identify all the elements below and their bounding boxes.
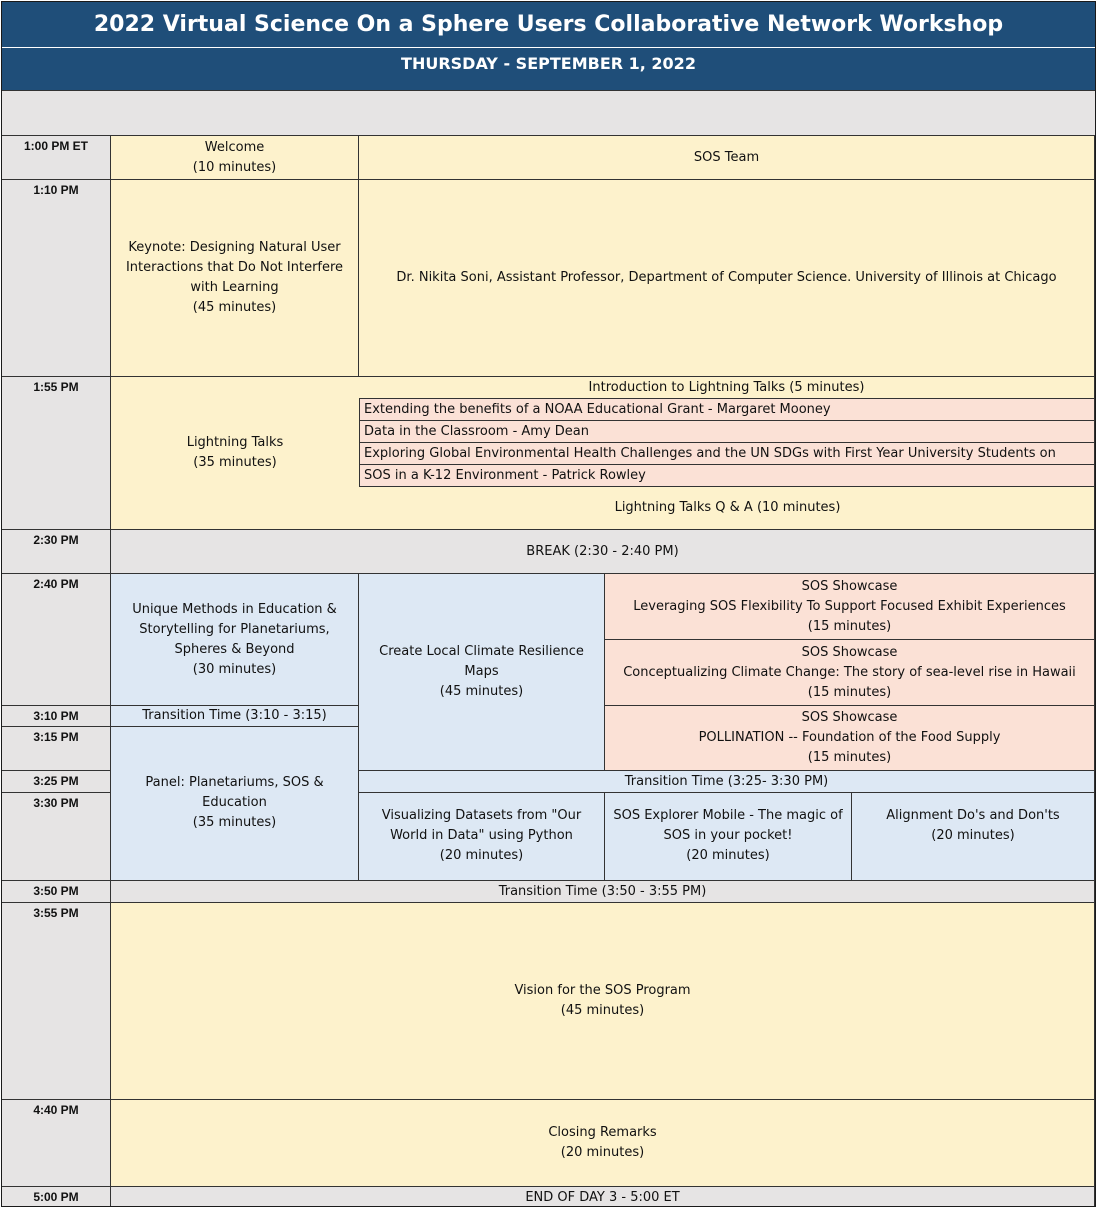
session-title: Spheres & Beyond (174, 641, 295, 657)
session-duration: (20 minutes) (560, 1145, 645, 1160)
session-title: Welcome (204, 139, 265, 155)
transition-row: Transition Time (3:10 - 3:15) (111, 706, 359, 727)
session-title: Leveraging SOS Flexibility To Support Focused Exhibit Experiences (633, 598, 1066, 614)
session-title: World in Data" using Python (390, 828, 573, 843)
session-vision (111, 903, 1095, 1100)
session-label: SOS Showcase (801, 710, 898, 725)
session-welcome-presenter: SOS Team (359, 136, 1095, 180)
session-title: Keynote: Designing Natural User (128, 240, 341, 255)
session-title: Unique Methods in Education & (132, 601, 337, 617)
session-title: Education (202, 795, 267, 810)
session-showcase-2 (605, 640, 1095, 706)
session-title: Closing Remarks (548, 1125, 657, 1140)
session-showcase-1 (605, 574, 1095, 640)
session-duration: (15 minutes) (807, 750, 892, 765)
time-label: 3:10 PM (2, 706, 111, 727)
session-title: Alignment Do's and Don'ts (886, 808, 1060, 823)
time-label: 3:55 PM (2, 903, 111, 1100)
session-duration: (10 minutes) (192, 159, 277, 175)
session-welcome (111, 136, 359, 180)
session-duration: (20 minutes) (686, 848, 770, 863)
lightning-talk-item: Extending the benefits of a NOAA Educational Grant - Margaret Mooney (359, 399, 1095, 421)
transition-row: Transition Time (3:25- 3:30 PM) (359, 771, 1095, 793)
header-spacer (2, 91, 1095, 136)
time-label: 5:00 PM (2, 1187, 111, 1206)
session-title: Storytelling for Planetariums, (139, 621, 330, 637)
end-of-day-row: END OF DAY 3 - 5:00 ET (111, 1187, 1095, 1206)
session-unique-methods (111, 574, 359, 706)
session-duration: (15 minutes) (807, 684, 892, 700)
session-title: Maps (464, 664, 499, 679)
session-sos-explorer (605, 793, 852, 881)
session-duration: (15 minutes) (807, 618, 892, 634)
lightning-talk-item: Data in the Classroom - Amy Dean (359, 421, 1095, 443)
session-title: Visualizing Datasets from "Our (381, 808, 582, 823)
session-duration: (20 minutes) (931, 828, 1015, 843)
break-row: BREAK (2:30 - 2:40 PM) (111, 530, 1095, 574)
day-date-header: THURSDAY - SEPTEMBER 1, 2022 (2, 48, 1095, 91)
workshop-title: 2022 Virtual Science On a Sphere Users Collaborative Network Workshop (2, 2, 1095, 48)
session-keynote-presenter: Dr. Nikita Soni, Assistant Professor, Department of Computer Science. University of Illinois at Chicago (359, 180, 1095, 377)
lightning-talk-item: Exploring Global Environmental Health Challenges and the UN SDGs with First Year University Students on (359, 443, 1095, 465)
transition-row: Transition Time (3:50 - 3:55 PM) (111, 881, 1095, 903)
session-title: Create Local Climate Resilience (379, 644, 584, 659)
time-label: 1:10 PM (2, 180, 111, 377)
session-duration: (45 minutes) (192, 300, 277, 315)
session-label: SOS Showcase (801, 644, 898, 660)
time-label: 3:25 PM (2, 771, 111, 793)
session-title: Lightning Talks (186, 435, 284, 450)
session-title: Vision for the SOS Program (514, 983, 691, 998)
time-label: 3:50 PM (2, 881, 111, 903)
time-label: 1:00 PM ET (2, 136, 111, 180)
session-title: Panel: Planetariums, SOS & (145, 775, 324, 790)
session-showcase-3 (605, 706, 1095, 771)
session-lightning-talks (111, 377, 359, 530)
session-duration: (45 minutes) (439, 684, 524, 699)
session-duration: (45 minutes) (560, 1003, 645, 1018)
session-duration: (35 minutes) (193, 455, 277, 470)
session-duration: (35 minutes) (192, 815, 277, 830)
time-label: 4:40 PM (2, 1100, 111, 1187)
session-climate-maps (359, 574, 605, 771)
time-label: 3:15 PM (2, 727, 111, 771)
time-label: 2:40 PM (2, 574, 111, 706)
session-closing (111, 1100, 1095, 1187)
session-panel (111, 727, 359, 881)
session-title: POLLINATION -- Foundation of the Food Supply (698, 730, 1001, 745)
session-title: Conceptualizing Climate Change: The story of sea-level rise in Hawaii (623, 664, 1076, 680)
session-duration: (20 minutes) (439, 848, 524, 863)
time-label: 1:55 PM (2, 377, 111, 530)
time-label: 3:30 PM (2, 793, 111, 881)
session-datasets (359, 793, 605, 881)
time-label: 2:30 PM (2, 530, 111, 574)
lightning-intro: Introduction to Lightning Talks (5 minutes) (359, 377, 1095, 399)
lightning-qa: Lightning Talks Q & A (10 minutes) (359, 487, 1095, 530)
session-title: SOS in your pocket! (663, 828, 793, 843)
lightning-talk-item: SOS in a K-12 Environment - Patrick Rowley (359, 465, 1095, 487)
session-label: SOS Showcase (801, 578, 898, 594)
schedule-sheet (1, 1, 1096, 1207)
session-title: SOS Explorer Mobile - The magic of (613, 808, 843, 823)
session-keynote (111, 180, 359, 377)
session-title: Interactions that Do Not Interfere (125, 260, 344, 275)
session-alignment (852, 793, 1095, 881)
session-duration: (30 minutes) (192, 661, 277, 677)
session-title: with Learning (190, 280, 279, 295)
